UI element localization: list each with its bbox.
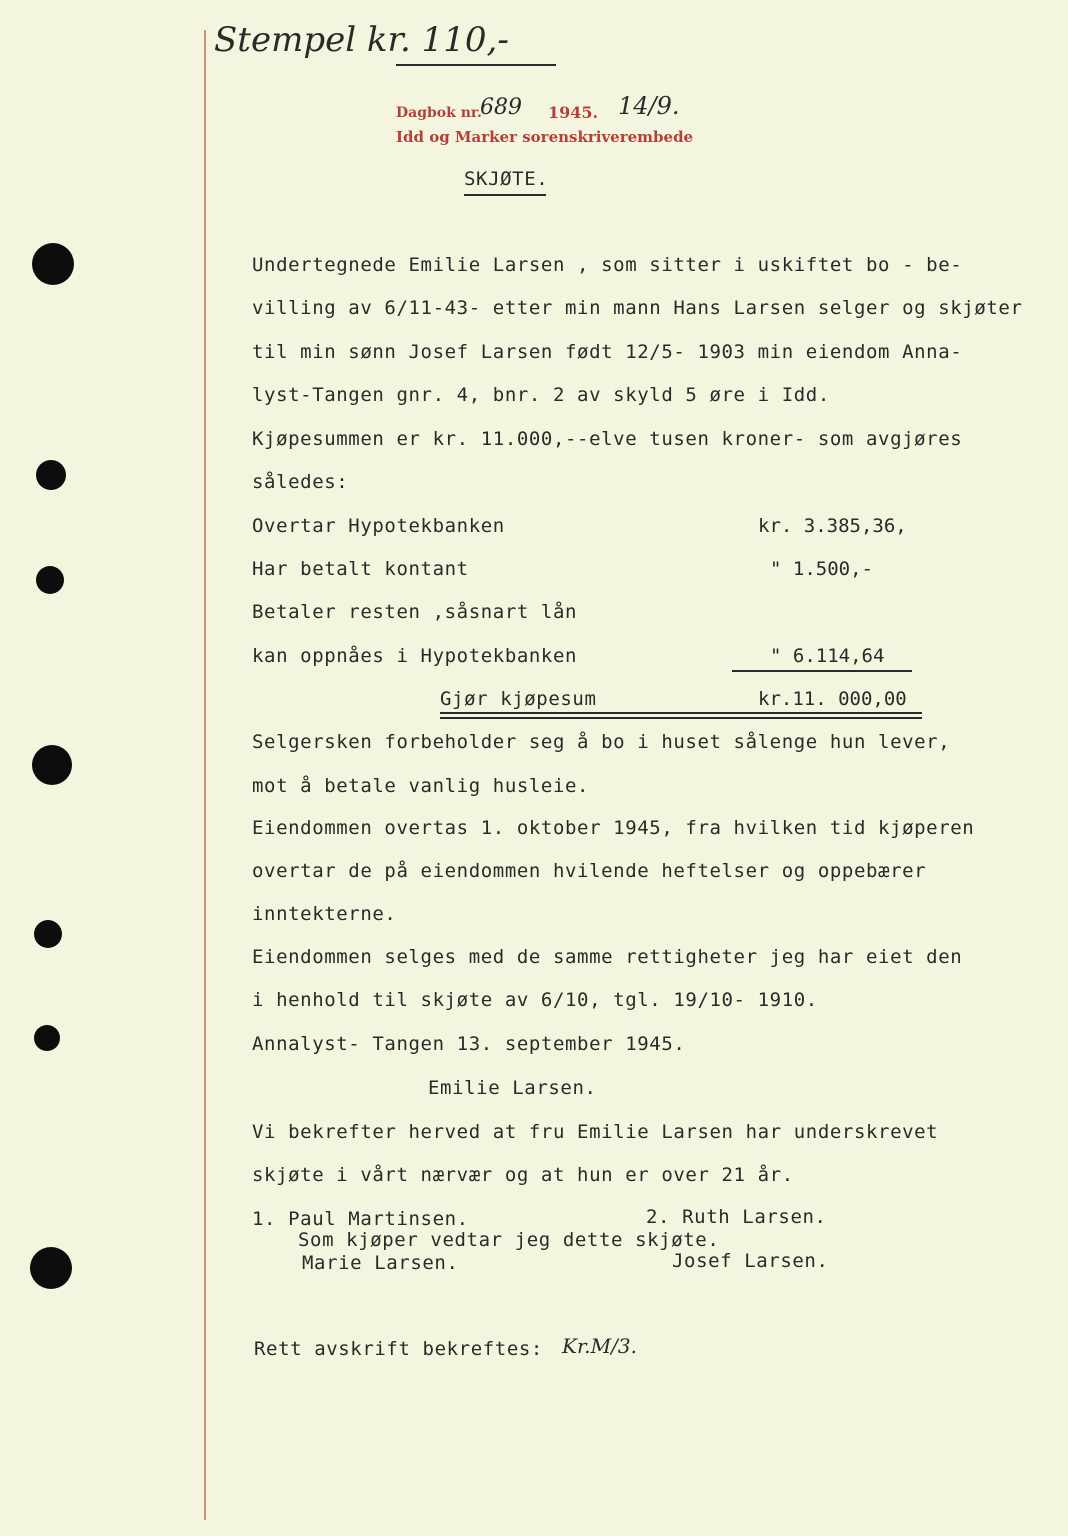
document-title: SKJØTE. [464, 168, 549, 190]
payment-label: Betaler resten ,såsnart lån [252, 601, 578, 623]
dagbok-label: Dagbok nr. [396, 105, 482, 121]
place-date-line: Annalyst- Tangen 13. september 1945. [252, 1033, 686, 1055]
total-rule [440, 712, 922, 714]
body-line: villing av 6/11-43- etter min mann Hans Larsen selger og skjøter [252, 297, 1023, 319]
payment-label: Overtar Hypotekbanken [252, 515, 505, 537]
dagbok-year: 1945. [548, 103, 599, 122]
witness-1: 1. Paul Martinsen. [252, 1208, 469, 1230]
punch-hole [34, 1025, 60, 1051]
body-line: Kjøpesummen er kr. 11.000,--elve tusen kroner- som avgjøres [252, 428, 963, 450]
seller-signature: Emilie Larsen. [428, 1077, 597, 1099]
dagbok-number: 689 [480, 95, 522, 120]
title-underline [464, 194, 546, 196]
body-line: Eiendommen overtas 1. oktober 1945, fra hvilken tid kjøperen [252, 817, 975, 839]
punch-hole [30, 1247, 72, 1289]
body-line: til min sønn Josef Larsen født 12/5- 1903 min eiendom Anna- [252, 341, 963, 363]
witness-2: 2. Ruth Larsen. [646, 1206, 827, 1228]
body-line: således: [252, 471, 349, 493]
punch-hole [34, 920, 62, 948]
payment-amount: kr. 3.385,36, [758, 515, 907, 537]
certifier-initials: Kr.M/3. [562, 1334, 637, 1358]
body-line: overtar de på eiendommen hvilende heftelser og oppebærer [252, 860, 927, 882]
punch-hole [32, 745, 72, 785]
punch-hole [32, 243, 74, 285]
payment-label: Har betalt kontant [252, 558, 469, 580]
payment-label: kan oppnåes i Hypotekbanken [252, 645, 578, 667]
margin-line [204, 30, 206, 1520]
certified-copy-label: Rett avskrift bekreftes: [254, 1338, 543, 1360]
buyer-acceptance: Som kjøper vedtar jeg dette skjøte. [298, 1229, 720, 1251]
body-line: Vi bekrefter herved at fru Emilie Larsen har underskrevet [252, 1121, 939, 1143]
total-amount: kr.11. 000,00 [758, 688, 907, 710]
body-line: Selgersken forbeholder seg å bo i huset sålenge hun lever, [252, 731, 951, 753]
stamp-fee-handwritten: Stempel kr. 110,- [214, 20, 509, 60]
total-rule [440, 717, 922, 719]
payment-amount: " 1.500,- [770, 558, 873, 580]
payment-amount: " 6.114,64 [770, 645, 885, 667]
body-line: Eiendommen selges med de samme rettigheter jeg har eiet den [252, 946, 963, 968]
body-line: skjøte i vårt nærvær og at hun er over 21 år. [252, 1164, 794, 1186]
body-line: mot å betale vanlig husleie. [252, 775, 590, 797]
marie-larsen-signature: Marie Larsen. [302, 1252, 459, 1274]
punch-hole [36, 460, 66, 490]
josef-larsen-signature: Josef Larsen. [672, 1250, 829, 1272]
stamp-fee-underline [396, 64, 556, 66]
office-stamp: Idd og Marker sorenskriverembede [396, 128, 694, 146]
subtotal-rule [732, 670, 912, 672]
body-line: inntekterne. [252, 903, 397, 925]
body-line: Undertegnede Emilie Larsen , som sitter i uskiftet bo - be- [252, 254, 963, 276]
body-line: lyst-Tangen gnr. 4, bnr. 2 av skyld 5 øre i Idd. [252, 384, 830, 406]
total-label: Gjør kjøpesum [440, 688, 597, 710]
body-line: i henhold til skjøte av 6/10, tgl. 19/10- 1910. [252, 989, 818, 1011]
punch-hole [36, 566, 64, 594]
dagbok-date: 14/9. [618, 92, 680, 120]
